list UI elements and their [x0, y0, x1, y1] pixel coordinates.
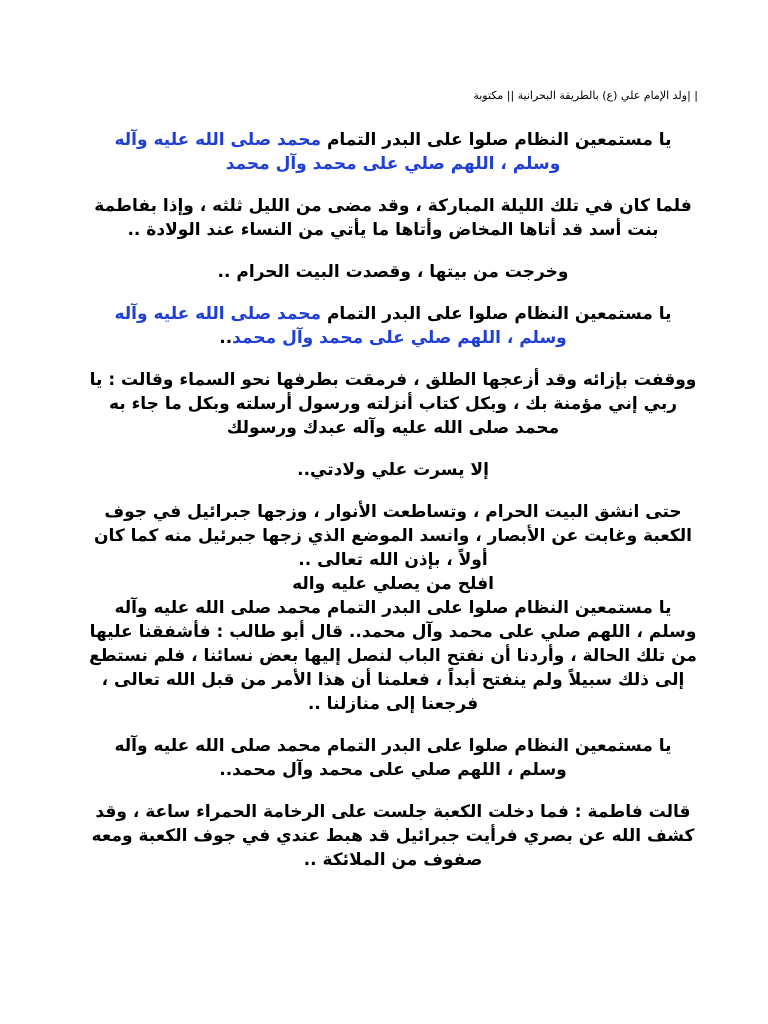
- paragraph-text: ووقفت بإزائه وقد أزعجها الطلق ، فرمقت بطرفها نحو السماء وقالت : يا ربي إني مؤمنة بك ، وبكل كتاب أنزلته ورسول أرسلته وبكل ما جاء به محمد صلى الله عليه وآله عبدك ورسولك: [89, 370, 697, 438]
- document-page: [88, 88, 698, 890]
- paragraph-text: ..: [219, 328, 233, 348]
- paragraph-text: يا مستمعين النظام صلوا على البدر التمام محمد صلى الله عليه وآله وسلم ، اللهم صلي على محمد وآل محمد.. قال أبو طالب : فأشفقنا عليها من تلك الحالة ، وأردنا أن نفتح الباب لنصل إليها بعض نسائنا ، فلم نستطع إلى ذلك سبيلاً ولم ينفتح أبداً ، فعلمنا أن هذا الأمر من قبل الله تعالى ، فرجعنا إلى منازلنا ..: [89, 598, 697, 714]
- paragraph-text: إلا يسرت علي ولادتي..: [297, 460, 489, 480]
- paragraph-text: افلح من يصلي عليه واله: [292, 574, 494, 594]
- paragraph: [88, 800, 698, 872]
- paragraph: [88, 194, 698, 242]
- highlighted-text: محمد صلى الله عليه وآله وسلم ، اللهم صلي على محمد وآل محمد: [114, 304, 567, 348]
- highlighted-text: محمد صلى الله عليه وآله وسلم ، اللهم صلي على محمد وآل محمد: [114, 130, 561, 174]
- paragraph-text: يا مستمعين النظام صلوا على البدر التمام: [321, 304, 672, 324]
- paragraph: [88, 260, 698, 284]
- paragraph: [88, 302, 698, 350]
- paragraph-text: يا مستمعين النظام صلوا على البدر التمام: [321, 130, 672, 150]
- document-body: [88, 128, 698, 872]
- paragraph-text: قالت فاطمة : فما دخلت الكعبة جلست على الرخامة الحمراء ساعة ، وقد كشف الله عن بصري فرأيت جبرائيل قد هبط عندي في جوف الكعبة ومعه صفوف من الملائكة ..: [91, 802, 695, 870]
- paragraph-text: يا مستمعين النظام صلوا على البدر التمام محمد صلى الله عليه وآله وسلم ، اللهم صلي على محمد وآل محمد..: [114, 736, 672, 780]
- paragraph: [88, 572, 698, 596]
- document-header: | |ولد الإمام علي (ع) بالطريقة البحرانية || مكتوبة: [473, 89, 698, 102]
- paragraph: [88, 128, 698, 176]
- paragraph: [88, 368, 698, 440]
- paragraph: [88, 734, 698, 782]
- paragraph-text: حتى انشق البيت الحرام ، وتساطعت الأنوار ، وزجها جبرائيل في جوف الكعبة وغابت عن الأبصار ، وانسد الموضع الذي زجها جبرئيل منه كما كان أولاً ، بإذن الله تعالى ..: [93, 502, 692, 570]
- paragraph: [88, 596, 698, 716]
- paragraph-text: فلما كان في تلك الليلة المباركة ، وقد مضى من الليل ثلثه ، وإذا بفاطمة بنت أسد قد أتاها المخاض وأتاها ما يأتي من النساء عند الولادة ..: [94, 196, 692, 240]
- paragraph: [88, 500, 698, 572]
- paragraph: [88, 458, 698, 482]
- paragraph-text: وخرجت من بيتها ، وقصدت البيت الحرام ..: [217, 262, 569, 282]
